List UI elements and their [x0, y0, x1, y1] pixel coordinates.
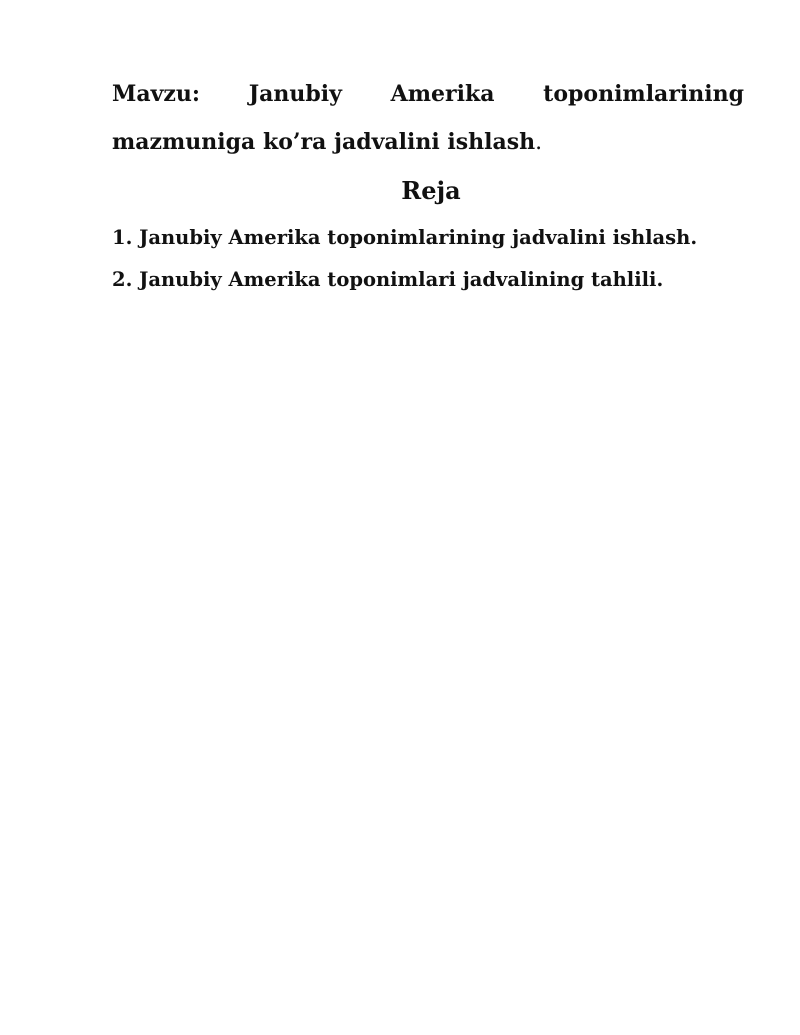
document-title	[112, 70, 744, 167]
document-title-period: .	[535, 130, 543, 155]
document-title-text: Mavzu: Janubiy Amerika toponimlarining mazmuniga ko’ra jadvalini ishlash	[112, 81, 744, 155]
plan-item-1: 1. Janubiy Amerika toponimlarining jadvalini ishlash.	[112, 226, 698, 249]
plan-heading: Reja	[401, 176, 461, 205]
document-page	[112, 70, 744, 301]
plan-list	[112, 217, 744, 301]
plan-item-2: 2. Janubiy Amerika toponimlari jadvalining tahlili.	[112, 268, 664, 291]
